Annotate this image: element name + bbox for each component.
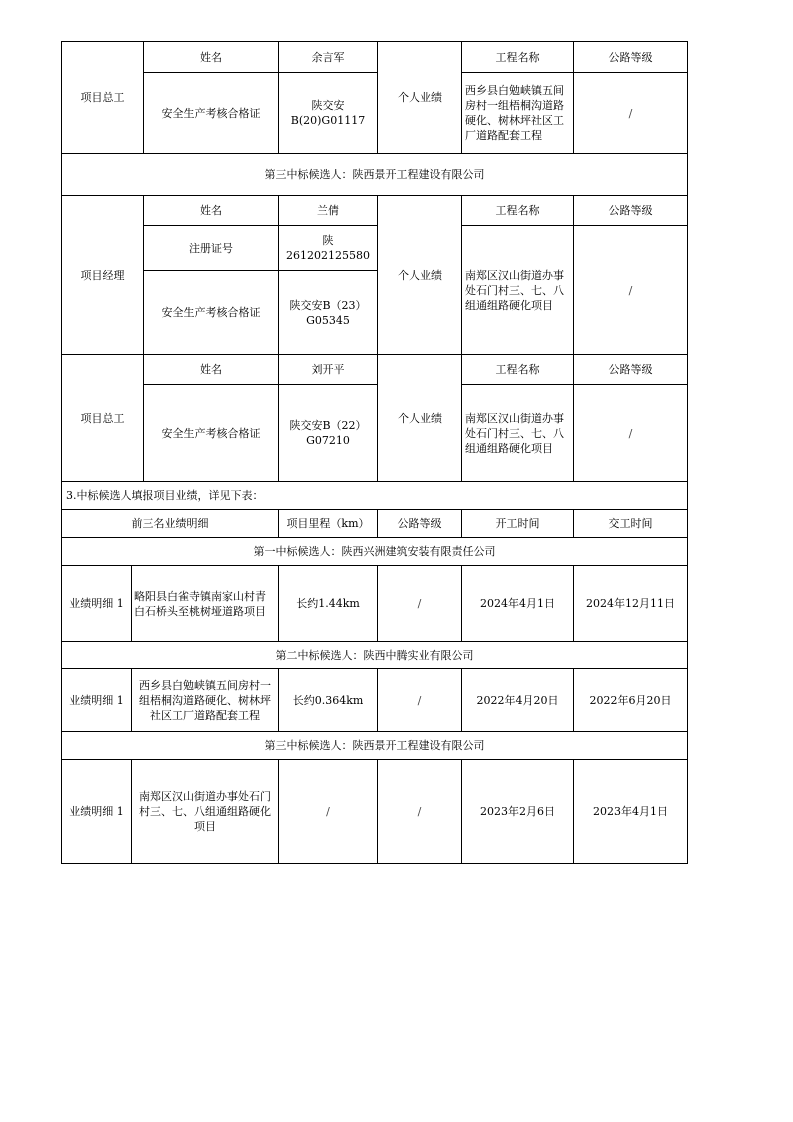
project-name-label: 工程名称 xyxy=(495,50,540,64)
name-label: 姓名 xyxy=(200,363,222,376)
road-grade: / xyxy=(628,106,633,120)
perf-project: 南郑区汉山街道办事处石门村三、七、八组通组路硬化项目 xyxy=(139,790,271,833)
perf-finish-date: 2023年4月1日 xyxy=(593,805,668,818)
road-grade-label: 公路等级 xyxy=(608,363,653,376)
role-label: 项目经理 xyxy=(80,268,125,282)
candidate-header: 第三中标候选人：陕西景开工程建设有限公司 xyxy=(264,168,485,181)
role-label: 项目总工 xyxy=(80,91,125,104)
perf-finish-date: 2022年6月20日 xyxy=(589,693,672,707)
perf-finish-date: 2024年12月11日 xyxy=(586,597,675,610)
project-name: 南郑区汉山街道办事处石门村三、七、八组通组路硬化项目 xyxy=(465,268,564,312)
project-name-label: 工程名称 xyxy=(495,204,540,217)
road-grade: / xyxy=(628,283,633,297)
name-label: 姓名 xyxy=(200,204,222,217)
road-grade-label: 公路等级 xyxy=(608,204,653,217)
perf-start-date: 2022年4月20日 xyxy=(476,693,559,707)
perf-row-label: 业绩明细 1 xyxy=(69,693,124,707)
road-grade-label: 公路等级 xyxy=(608,50,653,64)
role-label: 项目总工 xyxy=(80,411,125,425)
perf-start-date: 2023年2月6日 xyxy=(480,805,555,818)
cert-label: 安全生产考核合格证 xyxy=(161,306,261,319)
perf-mileage: 长约0.364km xyxy=(292,693,364,707)
col-header: 交工时间 xyxy=(608,517,653,530)
person-name: 余言军 xyxy=(311,50,345,64)
perf-grade: / xyxy=(417,693,422,707)
perf-row-label: 业绩明细 1 xyxy=(69,597,124,610)
road-grade: / xyxy=(628,426,633,440)
cert-value: 陕交安B（22）G07210 xyxy=(289,419,367,447)
perf-row-label: 业绩明细 1 xyxy=(69,805,124,818)
perf-grade: / xyxy=(417,597,422,610)
name-label: 姓名 xyxy=(200,50,222,64)
col-header: 前三名业绩明细 xyxy=(131,517,209,530)
reg-value: 陕261202125580 xyxy=(286,234,370,262)
section-title: 3.中标候选人填报项目业绩，详见下表： xyxy=(66,489,264,502)
candidate-header: 第三中标候选人：陕西景开工程建设有限公司 xyxy=(264,739,485,752)
reg-label: 注册证号 xyxy=(189,241,233,255)
cert-label: 安全生产考核合格证 xyxy=(161,106,261,120)
perf-project: 西乡县白勉峡镇五间房村一组梧桐沟道路硬化、树林坪社区工厂道路配套工程 xyxy=(139,678,271,722)
person-name: 兰倩 xyxy=(317,204,339,217)
col-header: 项目里程（km） xyxy=(286,517,370,530)
perf-mileage: / xyxy=(326,805,330,818)
perf-mileage: 长约1.44km xyxy=(296,597,360,610)
project-name-label: 工程名称 xyxy=(495,363,540,376)
col-header: 开工时间 xyxy=(495,517,540,530)
candidate-header: 第二中标候选人：陕西中腾实业有限公司 xyxy=(275,648,474,662)
col-header: 公路等级 xyxy=(397,517,442,530)
perf-start-date: 2024年4月1日 xyxy=(480,597,555,610)
cert-value: 陕交安B（23）G05345 xyxy=(289,298,367,327)
project-name: 西乡县白勉峡镇五间房村一组梧桐沟道路硬化、树林坪社区工厂道路配套工程 xyxy=(465,84,564,142)
person-name: 刘开平 xyxy=(311,363,345,376)
perf-project: 略阳县白雀寺镇南家山村青白石桥头至桃树垭道路项目 xyxy=(134,589,266,618)
perf-label: 个人业绩 xyxy=(398,411,442,425)
candidate-header: 第一中标候选人：陕西兴洲建筑安装有限责任公司 xyxy=(253,545,496,558)
perf-label: 个人业绩 xyxy=(398,91,442,104)
cert-value: 陕交安B(20)G01117 xyxy=(290,99,366,127)
perf-grade: / xyxy=(417,805,422,818)
project-name: 南郑区汉山街道办事处石门村三、七、八组通组路硬化项目 xyxy=(465,411,564,455)
perf-label: 个人业绩 xyxy=(398,268,442,282)
cert-label: 安全生产考核合格证 xyxy=(161,426,261,440)
